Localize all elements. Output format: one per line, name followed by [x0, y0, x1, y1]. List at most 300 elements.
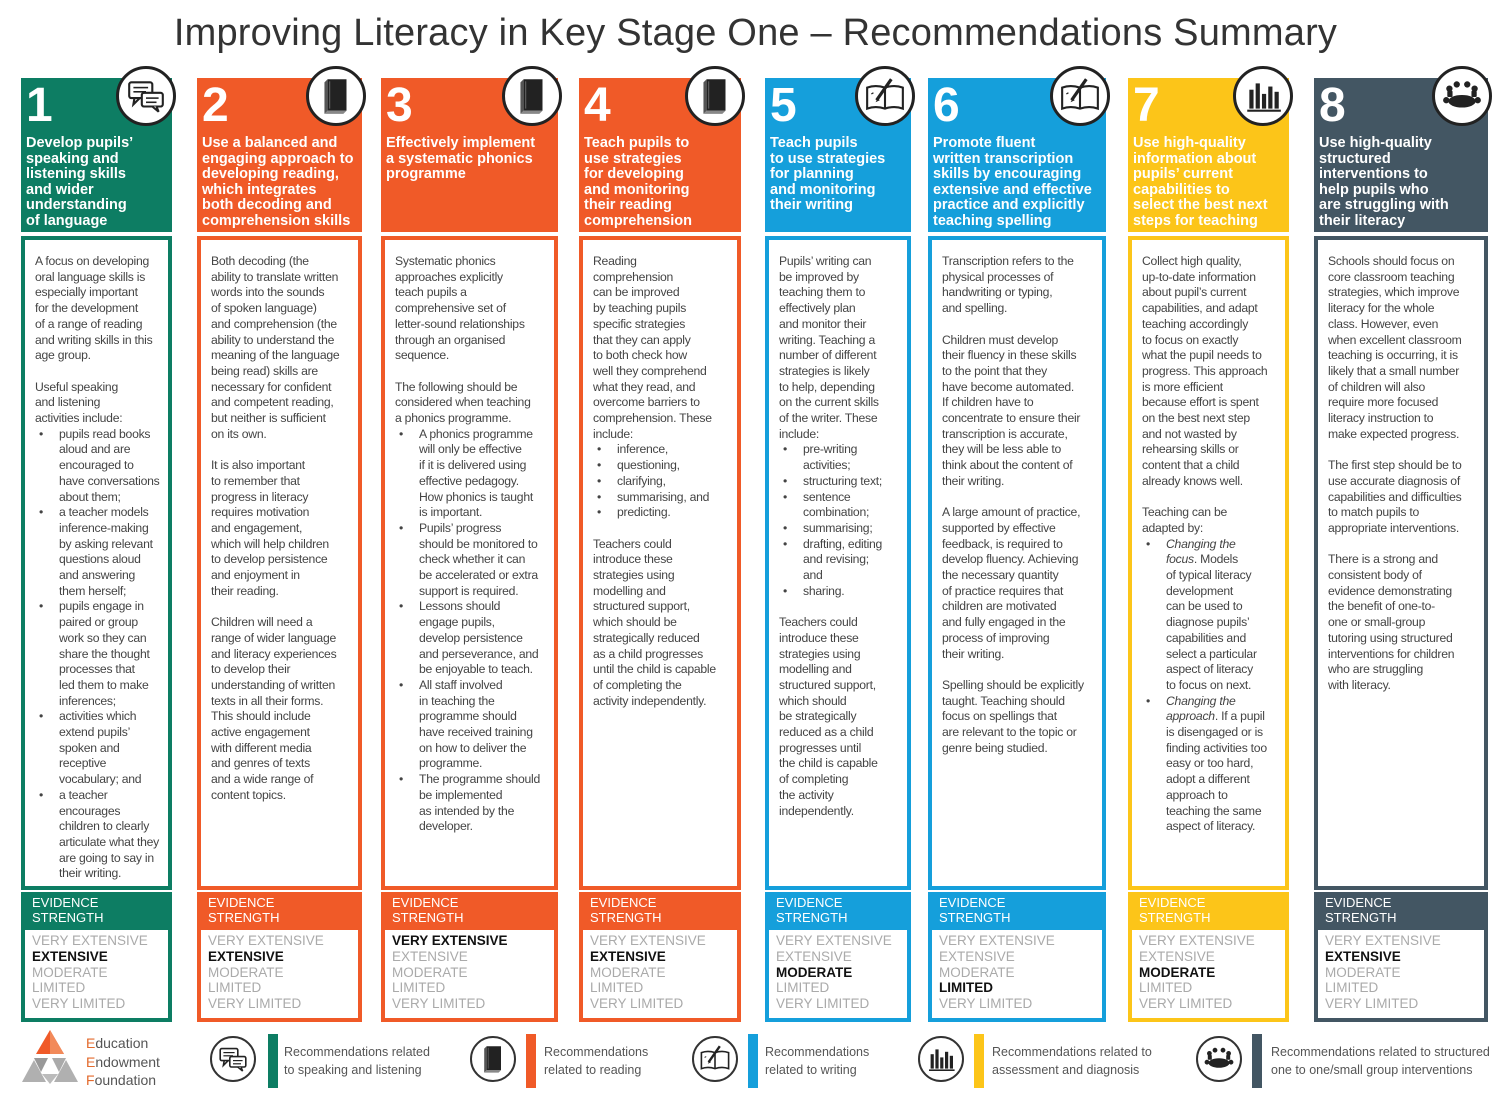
recommendation-8	[1314, 78, 1488, 1022]
text-line: modelling and	[779, 662, 852, 677]
recommendation-text	[1142, 254, 1279, 851]
text-line: ability to understand the	[211, 332, 335, 347]
text-line: be improved by	[779, 269, 859, 284]
evidence-label-line: EVIDENCE	[939, 895, 1006, 910]
text-line: inference-making	[59, 520, 149, 535]
recommendation-body	[21, 236, 172, 890]
text-line: of a range of reading	[35, 316, 143, 331]
text-line: • A phonics programme	[419, 426, 533, 441]
evidence-strength-label	[21, 892, 172, 926]
evidence-strength-label	[579, 892, 741, 926]
text-line: approach to	[1166, 787, 1228, 802]
legend-line: Recommendations related to	[992, 1045, 1152, 1059]
text-line: structured support,	[593, 599, 690, 614]
text-line: be strategically	[779, 709, 857, 724]
evidence-level: EXTENSIVE	[1325, 948, 1401, 964]
text-line: Systematic phonics	[395, 254, 496, 268]
evidence-strength-scale	[1128, 926, 1289, 1022]
text-line: vocabulary; and	[59, 772, 142, 787]
bullet-item	[35, 505, 162, 599]
selected-evidence-level	[776, 1012, 777, 1013]
recommendation-text	[942, 254, 1096, 772]
text-line: content topics.	[211, 787, 286, 802]
heading-line: listening skills	[26, 166, 126, 183]
text-line: reduced as a child	[779, 725, 874, 740]
text-line: appropriate interventions.	[1328, 520, 1460, 535]
text-line: which should be	[593, 615, 677, 630]
page-title: Improving Literacy in Key Stage One – Recommendations Summary	[173, 12, 1338, 54]
text-line: A large amount of practice,	[942, 505, 1081, 520]
recommendation-number: 1	[26, 79, 53, 132]
recommendation-body	[197, 236, 362, 890]
text-line: the activity	[779, 787, 834, 802]
text-line: Children will need a	[211, 615, 313, 630]
text-line: can be used to	[1166, 599, 1243, 614]
text-line: of completing	[779, 772, 849, 787]
bullet-item	[779, 442, 901, 473]
heading-line: capabilities to	[1133, 181, 1230, 198]
text-line: • The programme should	[419, 772, 540, 787]
pen-book-icon	[1050, 66, 1110, 126]
evidence-level: VERY EXTENSIVE	[32, 933, 148, 948]
heading-line: pupils’ current	[1133, 166, 1233, 183]
recommendation-5	[765, 78, 911, 1022]
text-line: This should include	[211, 709, 311, 724]
evidence-level: VERY LIMITED	[939, 996, 1033, 1012]
evidence-label-line: STRENGTH	[1139, 910, 1211, 925]
recommendation-header	[765, 78, 911, 232]
text-line: and literacy experiences	[211, 646, 337, 661]
recommendation-text	[35, 254, 162, 898]
recommendation-heading	[1319, 136, 1485, 230]
recommendation-heading	[202, 136, 359, 230]
paragraph	[779, 254, 901, 442]
bullet-item	[779, 521, 901, 537]
heading-line: Use high-quality	[1133, 135, 1246, 151]
heading-line: information about	[1133, 150, 1257, 167]
text-line: which will help children	[211, 536, 329, 551]
heading-line: Teach pupils	[770, 135, 858, 151]
text-line: aspect of literacy.	[1166, 819, 1256, 834]
legend-line: Recommendations related to structured	[1271, 1045, 1490, 1059]
text-line: • Changing the	[1166, 536, 1236, 551]
text-line: The following should be	[395, 379, 518, 394]
heading-line: are struggling with	[1319, 197, 1449, 214]
text-line: encouraged to	[59, 458, 134, 473]
text-line: and answering	[59, 568, 136, 583]
text-line: questions aloud	[59, 552, 141, 567]
text-line: Useful speaking	[35, 379, 118, 394]
text-line: extend pupils’	[59, 725, 131, 740]
text-line: activities;	[803, 458, 851, 473]
legend-text	[284, 1043, 430, 1079]
text-line: by asking relevant	[59, 536, 153, 551]
text-line: their fluency in these skills	[942, 348, 1077, 363]
text-line: • a teacher models	[59, 505, 149, 520]
evidence-level: VERY EXTENSIVE	[776, 933, 892, 948]
text-line: capabilities, and adapt	[1142, 301, 1258, 316]
text-line: developer.	[419, 819, 473, 834]
recommendation-number: 8	[1319, 79, 1346, 132]
evidence-level: VERY EXTENSIVE	[590, 933, 706, 948]
text-line: There is a strong and	[1328, 552, 1438, 567]
paragraph	[1328, 458, 1478, 537]
text-line: activities include:	[35, 411, 123, 426]
recommendation-header	[197, 78, 362, 232]
text-line: is disengaged or is	[1166, 725, 1263, 740]
text-line: select a particular	[1166, 646, 1257, 661]
text-line: evidence demonstrating	[1328, 583, 1452, 598]
text-line: The first step should be to	[1328, 458, 1462, 473]
evidence-strength-scale	[381, 926, 558, 1022]
recommendation-heading	[1133, 136, 1286, 230]
text-line: ability to translate written	[211, 269, 339, 284]
recommendation-number: 5	[770, 79, 797, 132]
heading-line: their writing	[770, 197, 853, 214]
evidence-level: MODERATE	[1139, 964, 1216, 980]
text-line: well they comprehend	[593, 363, 707, 378]
text-line: aloud and are	[59, 442, 131, 457]
text-line: process of improving	[942, 630, 1050, 645]
recommendation-1	[21, 78, 172, 1022]
text-line: class. However, even	[1328, 316, 1439, 331]
text-line: support is required.	[419, 583, 519, 598]
logo-line-3: Foundation	[86, 1072, 157, 1088]
text-line: strategically reduced	[593, 630, 700, 645]
text-line: be accelerated or extra	[419, 568, 538, 583]
evidence-level: MODERATE	[776, 964, 853, 980]
text-line: have conversations	[59, 473, 160, 488]
paragraph	[395, 380, 548, 427]
text-line: A focus on developing	[35, 254, 150, 268]
text-line: easy or too hard,	[1166, 756, 1254, 771]
text-line: include:	[779, 426, 820, 441]
paragraph	[593, 254, 731, 442]
legend-line: related to writing	[765, 1063, 857, 1077]
text-line: as intended by the	[419, 803, 515, 818]
text-line: focus on spellings that	[942, 709, 1057, 724]
text-line: programme.	[419, 756, 483, 771]
text-line: considered when teaching	[395, 395, 531, 410]
text-line: Collect high quality,	[1142, 254, 1242, 268]
heading-line: of language	[26, 212, 108, 229]
text-line: physical processes of	[942, 269, 1054, 284]
evidence-level: LIMITED	[32, 980, 86, 996]
text-line: comprehension	[593, 269, 674, 284]
selected-evidence-level	[590, 1012, 591, 1013]
text-line: • Lessons should	[419, 599, 501, 614]
evidence-label-line: STRENGTH	[939, 910, 1011, 925]
evidence-strength-label	[1128, 892, 1289, 926]
evidence-label-line: EVIDENCE	[1139, 895, 1206, 910]
evidence-level: LIMITED	[392, 980, 446, 996]
text-line: capabilities and	[1166, 630, 1247, 645]
book-icon	[470, 1036, 516, 1082]
text-line: with literacy.	[1328, 677, 1391, 692]
evidence-level: MODERATE	[208, 964, 284, 980]
evidence-label-line: STRENGTH	[32, 910, 104, 925]
heading-line: Develop pupils’	[26, 135, 134, 151]
text-line: to focus on next.	[1166, 677, 1252, 692]
bullet-list	[593, 442, 731, 521]
evidence-label-line: STRENGTH	[776, 910, 848, 925]
recommendation-heading	[386, 136, 555, 183]
evidence-level: EXTENSIVE	[939, 948, 1015, 964]
text-line: and monitor their	[779, 316, 867, 331]
text-line: age group.	[35, 348, 91, 363]
evidence-level: EXTENSIVE	[392, 948, 468, 964]
text-line: and competent reading,	[211, 395, 334, 410]
text-line: • sentence	[803, 489, 851, 504]
text-line: • summarising, and	[617, 489, 710, 504]
text-line: Both decoding (the	[211, 254, 309, 268]
text-line: that they can apply	[593, 332, 691, 347]
text-line: • activities which	[59, 709, 137, 724]
text-line: and a wide range of	[211, 772, 314, 787]
bar-chart-icon	[1233, 66, 1293, 126]
text-line: to both check how	[593, 348, 687, 363]
heading-line: to use strategies	[770, 150, 886, 167]
text-line: rehearsing skills or	[1142, 442, 1239, 457]
heading-line: Use a balanced and	[202, 135, 338, 151]
paragraph	[1328, 254, 1478, 442]
text-line: of practice requires that	[942, 583, 1064, 598]
evidence-level: EXTENSIVE	[776, 948, 852, 964]
logo-line-2: Endowment	[86, 1053, 160, 1070]
heading-line: both decoding and	[202, 197, 332, 214]
text-line: words into the sounds	[211, 285, 325, 300]
heading-line: practice and explicitly	[933, 197, 1085, 214]
bullet-item	[1142, 694, 1279, 835]
selected-evidence-level	[1325, 1012, 1326, 1013]
text-line: activity independently.	[593, 693, 707, 708]
paragraph	[593, 537, 731, 710]
text-line: have become automated.	[942, 379, 1075, 394]
text-line: How phonics is taught	[419, 489, 533, 504]
bullet-item	[395, 427, 548, 521]
text-line: • summarising;	[803, 520, 873, 535]
recommendation-number: 4	[584, 79, 611, 132]
recommendation-header	[21, 78, 172, 232]
text-line: processes that	[59, 662, 135, 677]
evidence-level: MODERATE	[32, 964, 108, 980]
recommendation-header	[1128, 78, 1289, 232]
text-line: who are struggling	[1328, 662, 1424, 677]
text-line: and writing skills in this	[35, 332, 153, 347]
paragraph	[395, 254, 548, 364]
bullet-item	[35, 788, 162, 882]
heading-line: their literacy	[1319, 212, 1406, 229]
recommendation-body	[1314, 236, 1488, 890]
text-line: and fully engaged in the	[942, 615, 1066, 630]
text-line: transcription is accurate,	[942, 426, 1068, 441]
bullet-item	[395, 599, 548, 678]
legend-text	[544, 1043, 648, 1079]
text-line: independently.	[779, 803, 854, 818]
text-line: Pupils’ writing can	[779, 254, 872, 268]
text-line: oral language skills is	[35, 269, 146, 284]
selected-evidence-level	[32, 1012, 33, 1013]
heading-line: select the best next	[1133, 197, 1268, 214]
text-line: effective pedagogy.	[419, 473, 519, 488]
recommendation-2	[197, 78, 362, 1022]
evidence-strength-label	[197, 892, 362, 926]
recommendation-body	[579, 236, 741, 890]
recommendation-text	[593, 254, 731, 725]
legend-text	[992, 1043, 1152, 1079]
heading-line: comprehension	[584, 212, 692, 229]
text-line: they will be less able to	[942, 442, 1062, 457]
bullet-item	[1142, 537, 1279, 694]
text-line: interventions for children	[1328, 646, 1455, 661]
legend-line: assessment and diagnosis	[992, 1063, 1140, 1077]
paragraph	[35, 254, 162, 364]
text-line: teach pupils a	[395, 285, 467, 300]
legend-color-bar	[974, 1034, 984, 1088]
text-line: modelling and	[593, 583, 666, 598]
text-line: progresses until	[779, 740, 862, 755]
text-line: finding activities too	[1166, 740, 1267, 755]
bar-chart-icon	[918, 1036, 964, 1082]
evidence-level: VERY EXTENSIVE	[208, 933, 324, 948]
text-line: feedback, is required to	[942, 536, 1063, 551]
recommendation-body	[928, 236, 1106, 890]
recommendation-text	[1328, 254, 1478, 709]
text-line: work so they can	[59, 630, 147, 645]
recommendation-header	[579, 78, 741, 232]
evidence-level: LIMITED	[1325, 980, 1379, 996]
text-line: approaches explicitly	[395, 269, 503, 284]
text-line: about them;	[59, 489, 121, 504]
text-line: and comprehension (the	[211, 316, 337, 331]
bullet-item	[593, 442, 731, 458]
text-line: of spoken language)	[211, 301, 317, 316]
legend-color-bar	[526, 1034, 536, 1088]
text-line: teaching them to	[779, 285, 866, 300]
text-line: of the writer. These	[779, 411, 878, 426]
evidence-label-line: EVIDENCE	[392, 895, 459, 910]
text-line: what they read, and	[593, 379, 696, 394]
text-line: adapted by:	[1142, 520, 1203, 535]
heading-line: Promote fluent	[933, 135, 1036, 151]
recommendation-number: 3	[386, 79, 413, 132]
heading-line: their reading	[584, 197, 672, 214]
text-line: require more focused	[1328, 395, 1439, 410]
text-line: literacy instruction to	[1328, 411, 1434, 426]
paragraph	[942, 505, 1096, 662]
text-line: strategies is likely	[779, 363, 870, 378]
recommendation-heading	[933, 136, 1103, 230]
text-line: and not wasted by	[1142, 426, 1237, 441]
recommendation-number: 7	[1133, 79, 1160, 132]
text-line: as a child progresses	[593, 646, 703, 661]
heading-line: steps for teaching	[1133, 212, 1258, 229]
heading-line: understanding	[26, 197, 127, 214]
evidence-level: VERY LIMITED	[1139, 996, 1233, 1012]
text-line: approach. If a pupil	[1166, 709, 1265, 724]
evidence-level: LIMITED	[208, 980, 262, 996]
bullet-item	[779, 537, 901, 584]
text-line: children to clearly	[59, 819, 150, 834]
eef-logo-mark-icon	[20, 1028, 80, 1086]
heading-line: and monitoring	[770, 181, 876, 198]
text-line: understanding of written	[211, 677, 336, 692]
text-line: and	[803, 568, 823, 583]
recommendation-header	[381, 78, 558, 232]
heading-line: Effectively implement	[386, 135, 536, 151]
bullet-item	[593, 505, 731, 521]
text-line: think about the content of	[942, 458, 1073, 473]
evidence-label-line: STRENGTH	[1325, 910, 1397, 925]
text-line: them herself;	[59, 583, 127, 598]
recommendation-number: 6	[933, 79, 960, 132]
evidence-label-line: STRENGTH	[590, 910, 662, 925]
paragraph	[942, 678, 1096, 757]
group-table-icon	[1432, 66, 1492, 126]
recommendation-body	[1128, 236, 1289, 890]
text-line: which should	[779, 693, 847, 708]
text-line: their writing.	[942, 473, 1005, 488]
recommendation-text	[779, 254, 901, 835]
text-line: paired or group	[59, 615, 138, 630]
evidence-strength-label	[765, 892, 911, 926]
text-line: Teachers could	[593, 536, 672, 551]
text-line: and engagement,	[211, 520, 303, 535]
text-line: in teaching the	[419, 693, 495, 708]
evidence-level: LIMITED	[776, 980, 830, 996]
evidence-strength-scale	[197, 926, 362, 1022]
text-line: especially important	[35, 285, 138, 300]
evidence-strength-label	[381, 892, 558, 926]
text-line: of completing the	[593, 677, 682, 692]
text-line: and revising;	[803, 552, 869, 567]
evidence-level: MODERATE	[392, 964, 468, 980]
paragraph	[942, 254, 1096, 317]
text-line: of children will also	[1328, 379, 1426, 394]
text-line: specific strategies	[593, 316, 686, 331]
text-line: should be monitored to	[419, 536, 538, 551]
legend-line: one to one/small group interventions	[1271, 1063, 1473, 1077]
text-line: sequence.	[395, 348, 449, 363]
bullet-list	[35, 427, 162, 882]
paragraph	[1328, 552, 1478, 693]
text-line: effectively plan	[779, 301, 856, 316]
text-line: to help, depending	[779, 379, 875, 394]
text-line: combination;	[803, 505, 870, 520]
bullet-list	[395, 427, 548, 835]
paragraph	[942, 333, 1096, 490]
evidence-strength-scale	[21, 926, 172, 1022]
recommendation-heading	[584, 136, 738, 230]
paragraph	[1142, 254, 1279, 490]
text-line: already knows well.	[1142, 473, 1243, 488]
text-line: their writing.	[942, 646, 1005, 661]
text-line: • clarifying,	[617, 473, 666, 488]
evidence-label-line: STRENGTH	[392, 910, 464, 925]
text-line: by teaching pupils	[593, 301, 687, 316]
text-line: receptive	[59, 756, 107, 771]
bullet-item	[395, 678, 548, 772]
evidence-level: VERY LIMITED	[208, 996, 302, 1012]
text-line: • pupils engage in	[59, 599, 144, 614]
text-line: engage pupils,	[419, 615, 495, 630]
evidence-label-line: EVIDENCE	[32, 895, 99, 910]
text-line: teaching is occurring, it is	[1328, 348, 1458, 363]
text-line: • questioning,	[617, 458, 680, 473]
text-line: inferences;	[59, 693, 116, 708]
text-line: encourages	[59, 803, 121, 818]
book-icon	[502, 66, 562, 126]
